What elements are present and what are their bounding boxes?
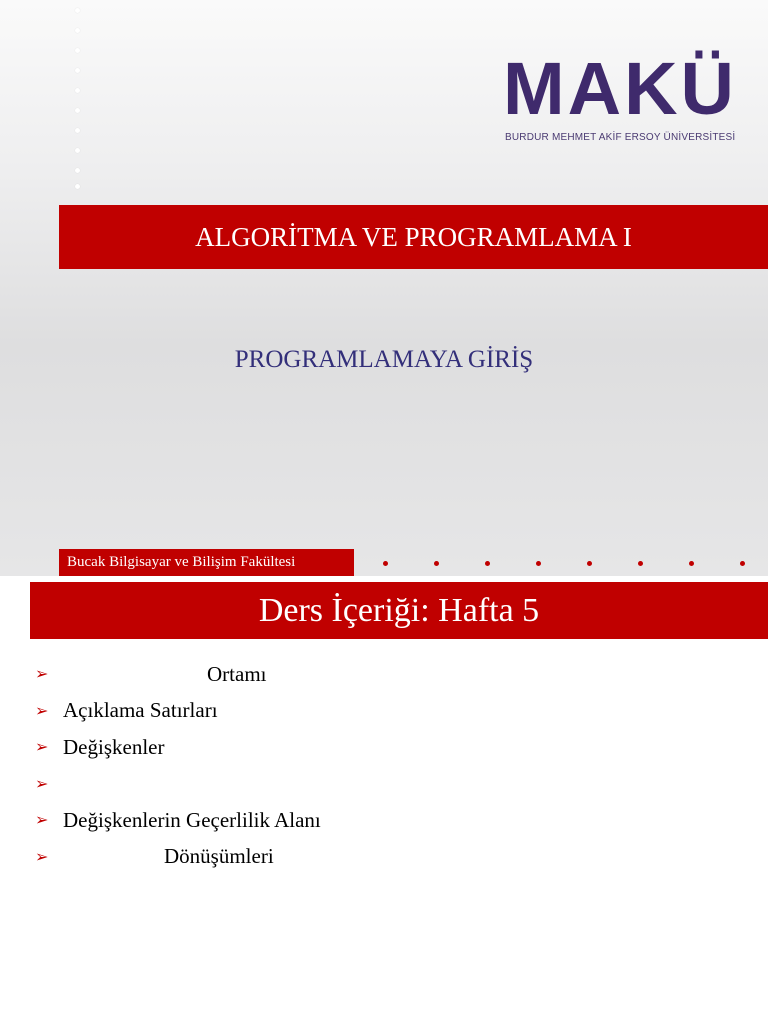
logo-wordmark: MAKÜ <box>503 47 737 130</box>
arrow-bullet-icon: ➢ <box>35 739 49 757</box>
list-item <box>35 839 321 876</box>
list-item-text: Açıklama Satırları <box>63 698 218 723</box>
list-item-text: Değişkenlerin Geçerlilik Alanı <box>63 807 321 832</box>
decorative-dots-horizontal <box>383 561 763 567</box>
dot <box>75 28 80 33</box>
dot <box>536 561 541 566</box>
dot <box>383 561 388 566</box>
slide-subtitle: PROGRAMLAMAYA GİRİŞ <box>234 346 534 373</box>
dot <box>638 561 643 566</box>
dot <box>75 68 80 73</box>
logo-subtitle: BURDUR MEHMET AKİF ERSOY ÜNİVERSİTESİ <box>505 132 736 143</box>
list-item <box>35 729 321 766</box>
arrow-bullet-icon: ➢ <box>35 775 49 793</box>
university-logo <box>503 47 765 152</box>
content-header-banner <box>30 582 768 639</box>
faculty-banner <box>59 549 354 576</box>
list-item <box>35 693 321 730</box>
content-list <box>35 656 321 875</box>
list-item <box>35 766 321 803</box>
dot <box>75 148 80 153</box>
list-item-text: Değişkenler <box>63 734 165 759</box>
dot <box>587 561 592 566</box>
list-item-text: Ortamı <box>207 661 267 686</box>
dot <box>485 561 490 566</box>
list-item-text: Dönüşümleri <box>164 844 274 869</box>
dot <box>434 561 439 566</box>
arrow-bullet-icon: ➢ <box>35 848 49 866</box>
content-header-title: Ders İçeriği: Hafta 5 <box>258 591 540 629</box>
dot <box>75 48 80 53</box>
title-banner <box>59 205 768 269</box>
dot <box>75 108 80 113</box>
dot <box>740 561 745 566</box>
list-item <box>35 656 321 693</box>
dot <box>75 88 80 93</box>
course-title: ALGORİTMA VE PROGRAMLAMA I <box>195 221 632 252</box>
dot <box>75 128 80 133</box>
list-item <box>35 802 321 839</box>
dot <box>75 168 80 173</box>
decorative-dots-vertical <box>75 8 81 193</box>
dot <box>75 8 80 13</box>
faculty-name: Bucak Bilgisayar ve Bilişim Fakültesi <box>67 554 296 570</box>
dot <box>75 184 80 189</box>
dot <box>689 561 694 566</box>
arrow-bullet-icon: ➢ <box>35 812 49 830</box>
arrow-bullet-icon: ➢ <box>35 666 49 684</box>
arrow-bullet-icon: ➢ <box>35 702 49 720</box>
